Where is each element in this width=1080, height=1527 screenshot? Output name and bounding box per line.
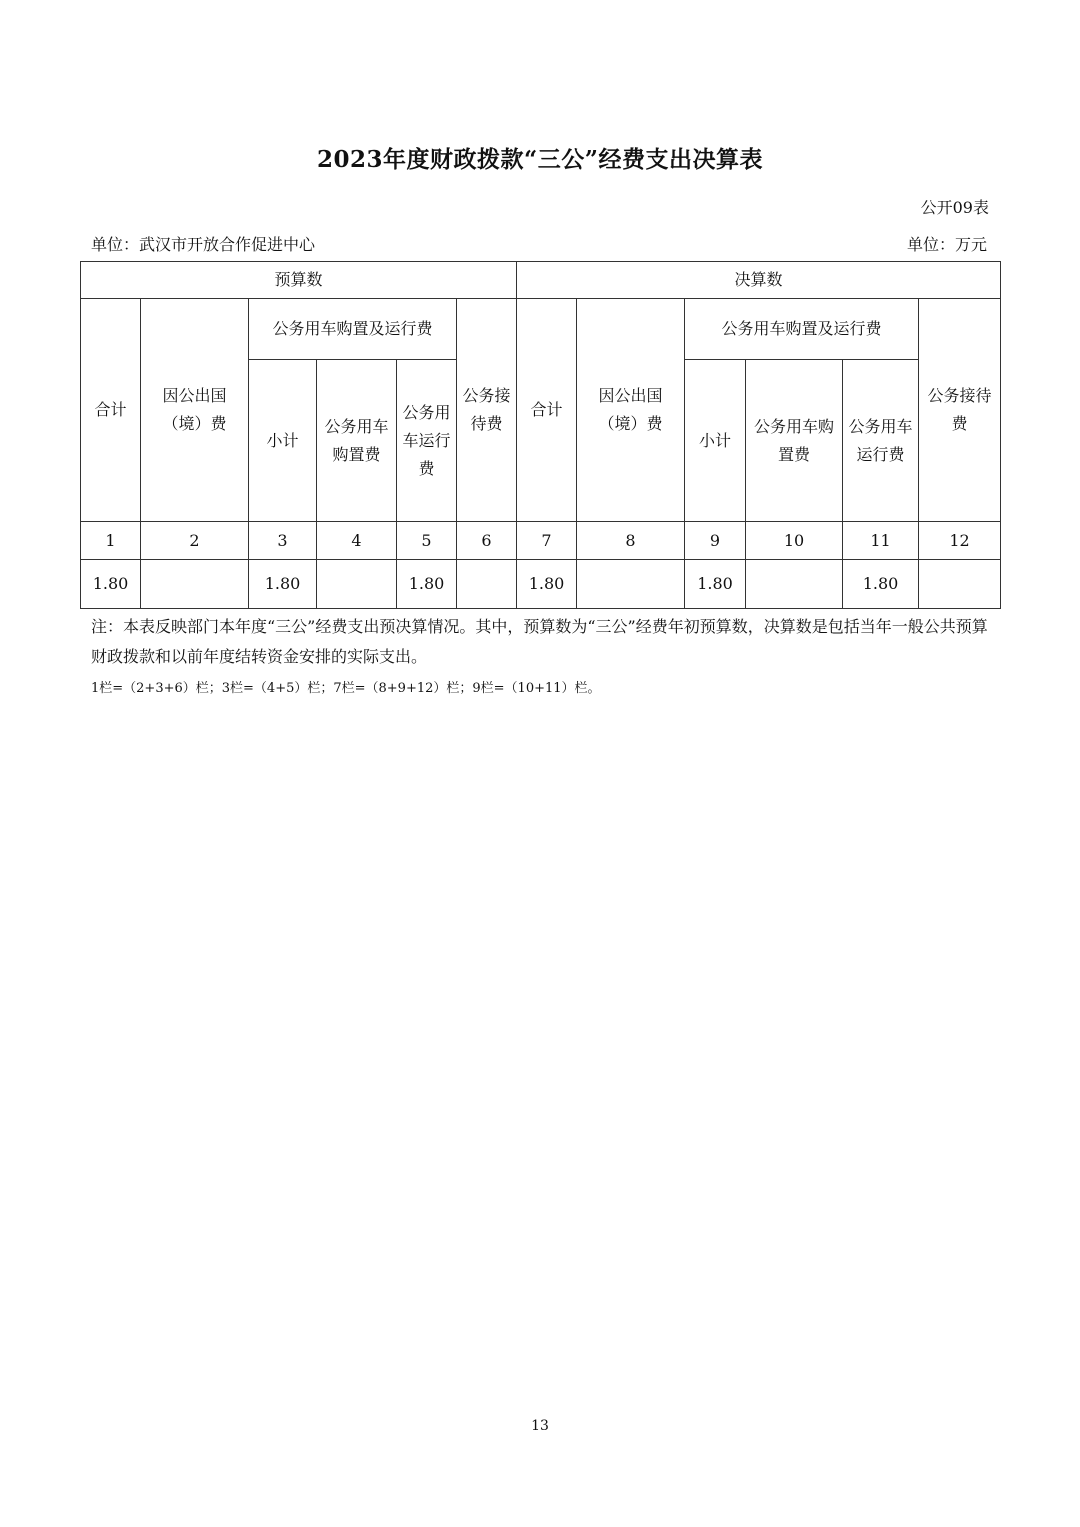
data-cell: 1.80 [249,560,317,609]
data-cell: 1.80 [397,560,457,609]
col-number: 12 [919,522,1001,560]
data-cell: 1.80 [81,560,141,609]
col-number: 11 [843,522,919,560]
budget-operation-header: 公务用车运行费 [397,360,457,522]
data-cell: 1.80 [685,560,746,609]
final-subtotal-header: 小计 [685,360,746,522]
col-number: 7 [517,522,577,560]
budget-total-header: 合计 [81,299,141,522]
col-number: 2 [141,522,249,560]
data-cell [746,560,843,609]
col-number: 6 [457,522,517,560]
budget-vehicle-group-header: 公务用车购置及运行费 [249,299,457,360]
budget-group-header: 预算数 [81,262,517,299]
col-number: 3 [249,522,317,560]
data-cell [919,560,1001,609]
final-operation-header: 公务用车运行费 [843,360,919,522]
col-number: 8 [577,522,685,560]
final-vehicle-group-header: 公务用车购置及运行费 [685,299,919,360]
page-title: 2023年度财政拨款“三公”经费支出决算表 [317,146,763,173]
form-number: 公开09表 [920,198,989,217]
col-number: 4 [317,522,397,560]
final-purchase-header: 公务用车购置费 [746,360,843,522]
final-reception-header: 公务接待费 [919,299,1001,522]
unit-currency: 单位：万元 [906,235,987,254]
budget-subtotal-header: 小计 [249,360,317,522]
budget-purchase-header: 公务用车购置费 [317,360,397,522]
data-row [81,560,1001,609]
group-header-row [81,262,1001,299]
page-number: 13 [531,1418,549,1434]
header-row-1 [81,299,1001,360]
data-cell [141,560,249,609]
final-abroad-header: 因公出国（境）费 [577,299,685,522]
col-number: 9 [685,522,746,560]
budget-reception-header: 公务接待费 [457,299,517,522]
data-cell [317,560,397,609]
data-cell: 1.80 [843,560,919,609]
data-cell: 1.80 [517,560,577,609]
final-total-header: 合计 [517,299,577,522]
final-group-header: 决算数 [517,262,1001,299]
budget-abroad-header: 因公出国（境）费 [141,299,249,522]
data-cell [457,560,517,609]
data-cell [577,560,685,609]
unit-organization: 单位：武汉市开放合作促进中心 [91,235,316,254]
col-number: 1 [81,522,141,560]
three-public-expense-table [80,261,1001,609]
column-number-row [81,522,1001,560]
table-note: 注：本表反映部门本年度“三公”经费支出预决算情况。其中，预算数为“三公”经费年初预算数，决算数是包括当年一般公共预算财政拨款和以前年度结转资金安排的实际支出。 [91,617,988,666]
formula-note: 1栏=（2+3+6）栏；3栏=（4+5）栏；7栏=（8+9+12）栏；9栏=（10+11）栏。 [91,681,601,696]
col-number: 10 [746,522,843,560]
col-number: 5 [397,522,457,560]
